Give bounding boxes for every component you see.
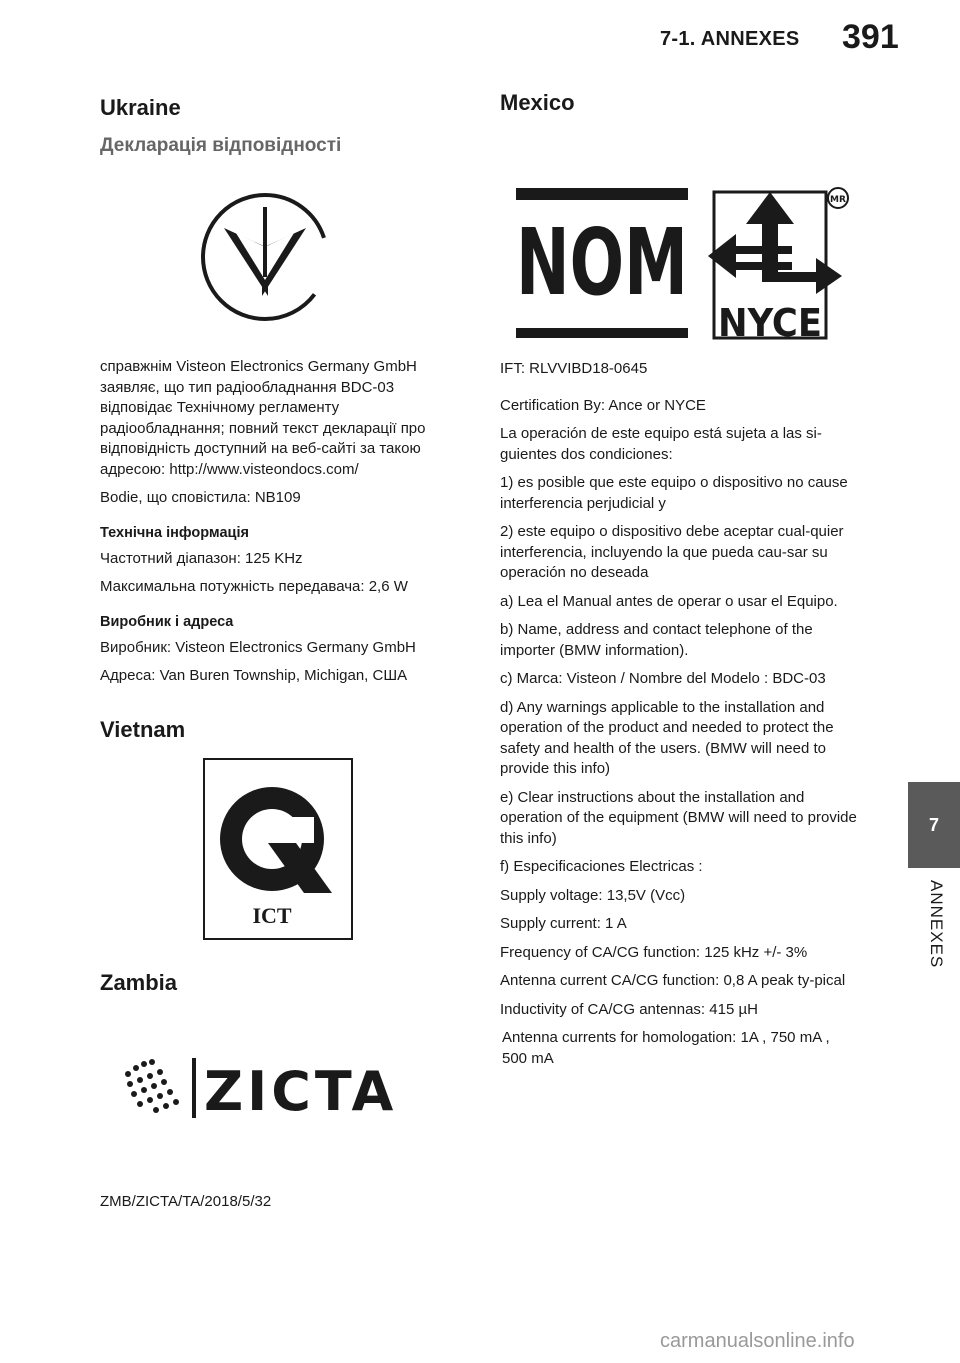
- mexico-line: La operación de este equipo está sujeta a las si-guientes dos condiciones:: [500, 425, 822, 463]
- site-watermark: carmanualsonline.info: [660, 1330, 855, 1352]
- mexico-text-block: [500, 359, 860, 1069]
- mexico-title: Mexico: [500, 90, 575, 115]
- mexico-line: b) Name, address and contact telephone of the importer (BMW information).: [500, 621, 813, 659]
- ukraine-manufacturer: Виробник: Visteon Electronics Germany GmbH: [100, 638, 416, 656]
- nom-text: NOM: [516, 209, 688, 316]
- vietnam-ict-text: ICT: [252, 902, 292, 928]
- chapter-tab[interactable]: [908, 782, 960, 868]
- ukraine-conformity-logo: [100, 157, 460, 357]
- section-title: 7-1. ANNEXES: [660, 28, 800, 50]
- mexico-line: 1) es posible que este equipo o dispositivo no cause interferencia perjudicial y: [500, 474, 848, 512]
- ukraine-subtitle: Декларація відповідності: [100, 135, 342, 156]
- mr-text: MR: [830, 195, 846, 205]
- left-column: [100, 95, 460, 1220]
- ukraine-manuf-heading: Виробник і адреса: [100, 613, 234, 630]
- zambia-zicta-text: ZICTA: [204, 1059, 398, 1123]
- mexico-line: Supply voltage: 13,5V (Vcc): [500, 886, 686, 904]
- zambia-code: ZMB/ZICTA/TA/2018/5/32: [100, 1192, 272, 1210]
- vietnam-ict-logo: [100, 757, 460, 942]
- zambia-zicta-logo: [100, 1010, 460, 1150]
- mexico-line: Inductivity of CA/CG antennas: 415 µH: [500, 1000, 758, 1018]
- mexico-line: f) Especificaciones Electricas :: [500, 858, 703, 875]
- ukraine-body: Bodie, що сповістила: NB109: [100, 489, 301, 506]
- nyce-text: NYCE: [718, 301, 822, 345]
- mexico-line: a) Lea el Manual antes de operar o usar el Equipo.: [500, 592, 838, 610]
- chapter-label: ANNEXES: [927, 880, 946, 969]
- mexico-line: Certification By: Ance or NYCE: [500, 396, 706, 414]
- mexico-line: e) Clear instructions about the installation and operation of the equipment (BMW will need to provide this info): [500, 788, 857, 847]
- chapter-number: 7: [928, 814, 939, 835]
- mexico-line: d) Any warnings applicable to the installation and operation of the product and needed to protect the safety and health of the users. (BMW will need to provide this info): [500, 698, 834, 777]
- mexico-line: IFT: RLVVIBD18-0645: [500, 360, 648, 377]
- ukraine-freq: Частотний діапазон: 125 KHz: [100, 549, 303, 567]
- mexico-line: Antenna currents for homologation: 1A , 750 mA , 500 mA: [502, 1029, 830, 1067]
- ukraine-title: Ukraine: [100, 95, 181, 120]
- mexico-line: 2) este equipo o dispositivo debe aceptar cual-quier interferencia, incluyendo la que pueda cau-sar su operación no deseada: [500, 523, 844, 581]
- ukraine-address: Адреса: Van Buren Township, Michigan, США: [100, 667, 408, 684]
- mexico-nom-nyce-logo: [500, 130, 860, 345]
- page-number: 391: [842, 18, 899, 56]
- ukraine-tech-heading: Технічна інформація: [100, 524, 249, 541]
- mexico-line: Frequency of CA/CG function: 125 kHz +/- 3%: [500, 943, 808, 961]
- ukraine-declaration: справжнім Visteon Electronics Germany GmbH заявляє, що тип радіообладнання BDC-03 відповідає Технічному регламенту радіообладнання; повний текст декларації про відповідність доступний на веб-сайті за такою адресою: http://www.visteondocs.com/: [100, 358, 426, 478]
- ukraine-power: Максимальна потужність передавача: 2,6 W: [100, 578, 408, 595]
- mexico-line: c) Marca: Visteon / Nombre del Modelo : BDC-03: [500, 670, 826, 687]
- mexico-line: Supply current: 1 A: [500, 915, 627, 932]
- vietnam-title: Vietnam: [100, 716, 186, 742]
- right-column: [500, 90, 860, 1077]
- zambia-title: Zambia: [100, 969, 178, 995]
- mexico-line: Antenna current CA/CG function: 0,8 A peak ty-pical: [500, 972, 846, 989]
